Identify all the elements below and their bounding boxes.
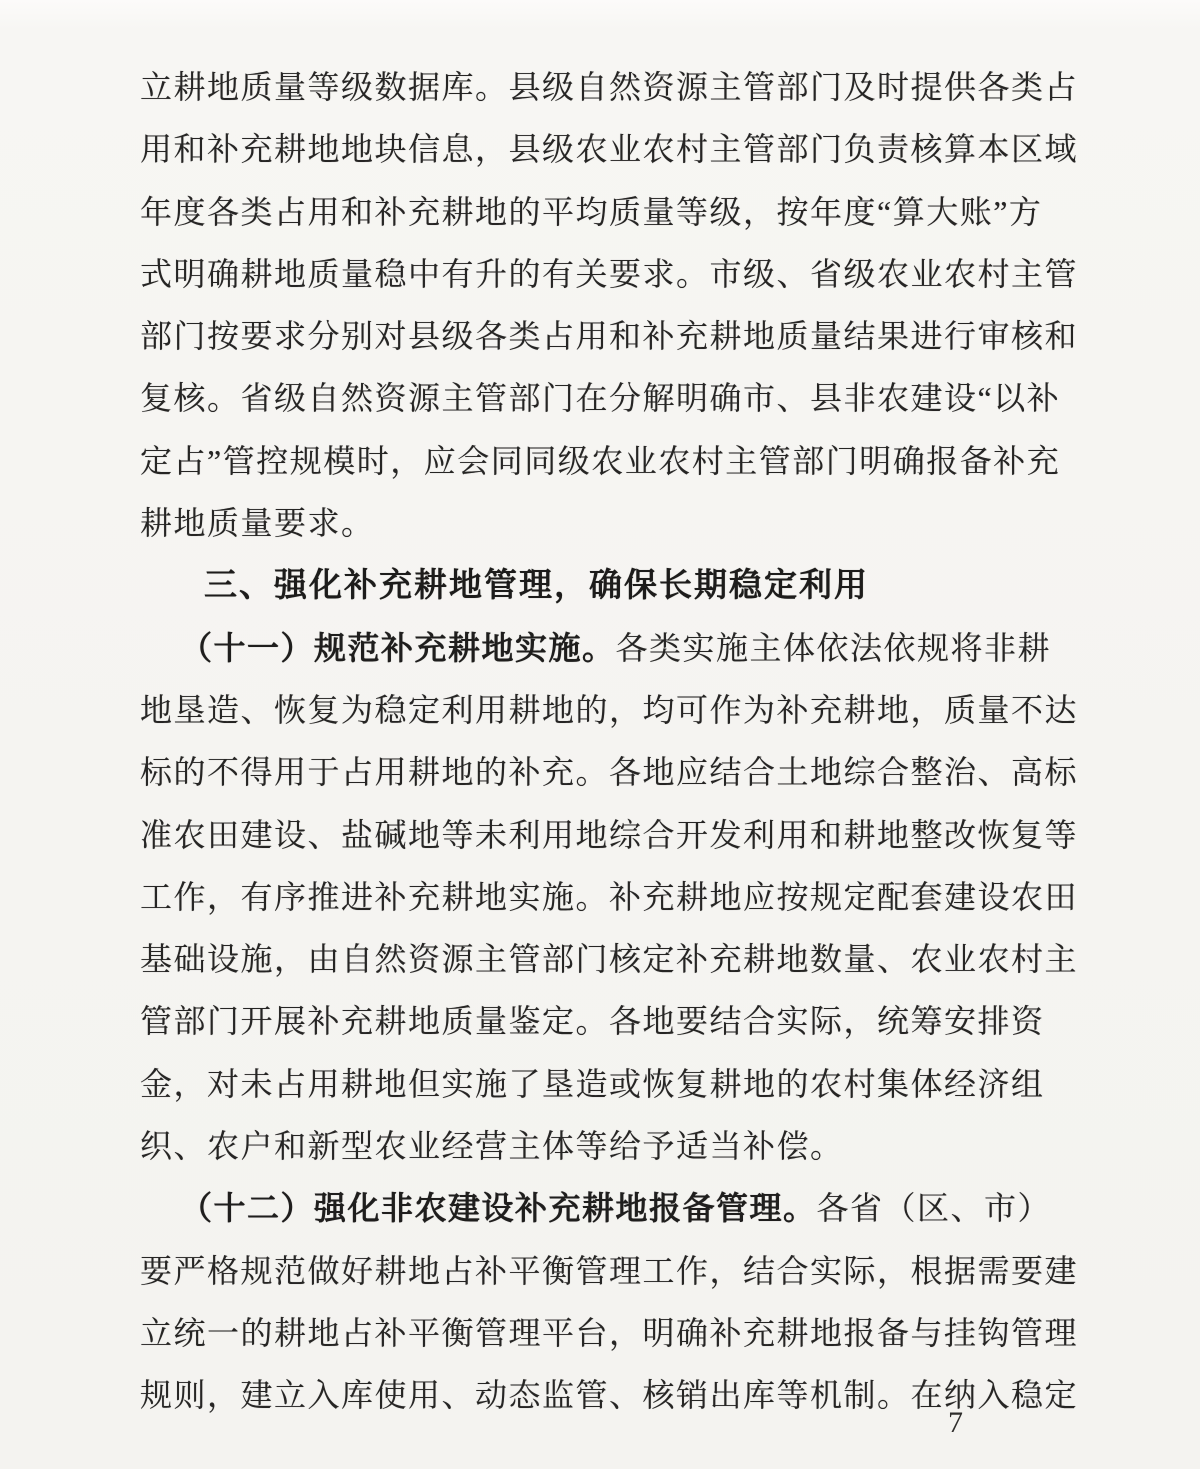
text-line: 标的不得用于占用耕地的补充。各地应结合土地综合整治、高标 xyxy=(140,754,1079,791)
section-heading: 三、强化补充耕地管理，确保长期稳定利用 xyxy=(204,566,869,604)
text-run: 各省（区、市） xyxy=(816,1190,1052,1227)
text-line: 年度各类占用和补充耕地的平均质量等级，按年度“算大账”方 xyxy=(140,193,1043,230)
paragraph-lead: （十一）规范补充耕地实施。 xyxy=(180,629,616,666)
text-line xyxy=(140,617,1090,679)
text-line: 金，对未占用耕地但实施了垦造或恢复耕地的农村集体经济组 xyxy=(140,1065,1045,1102)
text-line: 地垦造、恢复为稳定利用耕地的，均可作为补充耕地，质量不达 xyxy=(140,691,1079,728)
text-line: 要严格规范做好耕地占补平衡管理工作，结合实际，根据需要建 xyxy=(140,1252,1079,1289)
text-line: 定占”管控规模时，应会同同级农业农村主管部门明确报备补充 xyxy=(140,442,1061,479)
text-line: 工作，有序推进补充耕地实施。补充耕地应按规定配套建设农田 xyxy=(140,878,1079,915)
text-line xyxy=(140,1177,1090,1239)
page-number: 7 xyxy=(948,1406,963,1439)
text-line: 部门按要求分别对县级各类占用和补充耕地质量结果进行审核和 xyxy=(140,318,1079,355)
document-body xyxy=(140,56,1090,1427)
text-line: 规则，建立入库使用、动态监管、核销出库等机制。在纳入稳定 xyxy=(140,1377,1079,1414)
text-line: 管部门开展补充耕地质量鉴定。各地要结合实际，统筹安排资 xyxy=(140,1003,1045,1040)
text-run: 各类实施主体依法依规将非耕 xyxy=(615,629,1052,666)
text-line: 式明确耕地质量稳中有升的有关要求。市级、省级农业农村主管 xyxy=(140,255,1079,292)
text-line: 用和补充耕地地块信息，县级农业农村主管部门负责核算本区域 xyxy=(140,131,1079,168)
text-line: 立耕地质量等级数据库。县级自然资源主管部门及时提供各类占 xyxy=(140,69,1079,105)
text-line: 准农田建设、盐碱地等未利用地综合开发利用和耕地整改恢复等 xyxy=(140,816,1079,853)
text-line: 立统一的耕地占补平衡管理平台，明确补充耕地报备与挂钩管理 xyxy=(140,1314,1079,1351)
paragraph-lead: （十二）强化非农建设补充耕地报备管理。 xyxy=(180,1190,817,1227)
text-line: 基础设施，由自然资源主管部门核定补充耕地数量、农业农村主 xyxy=(140,941,1079,978)
text-line: 耕地质量要求。 xyxy=(140,505,375,542)
text-line: 织、农户和新型农业经营主体等给予适当补偿。 xyxy=(140,1128,844,1165)
text-line: 复核。省级自然资源主管部门在分解明确市、县非农建设“以补 xyxy=(140,380,1061,417)
